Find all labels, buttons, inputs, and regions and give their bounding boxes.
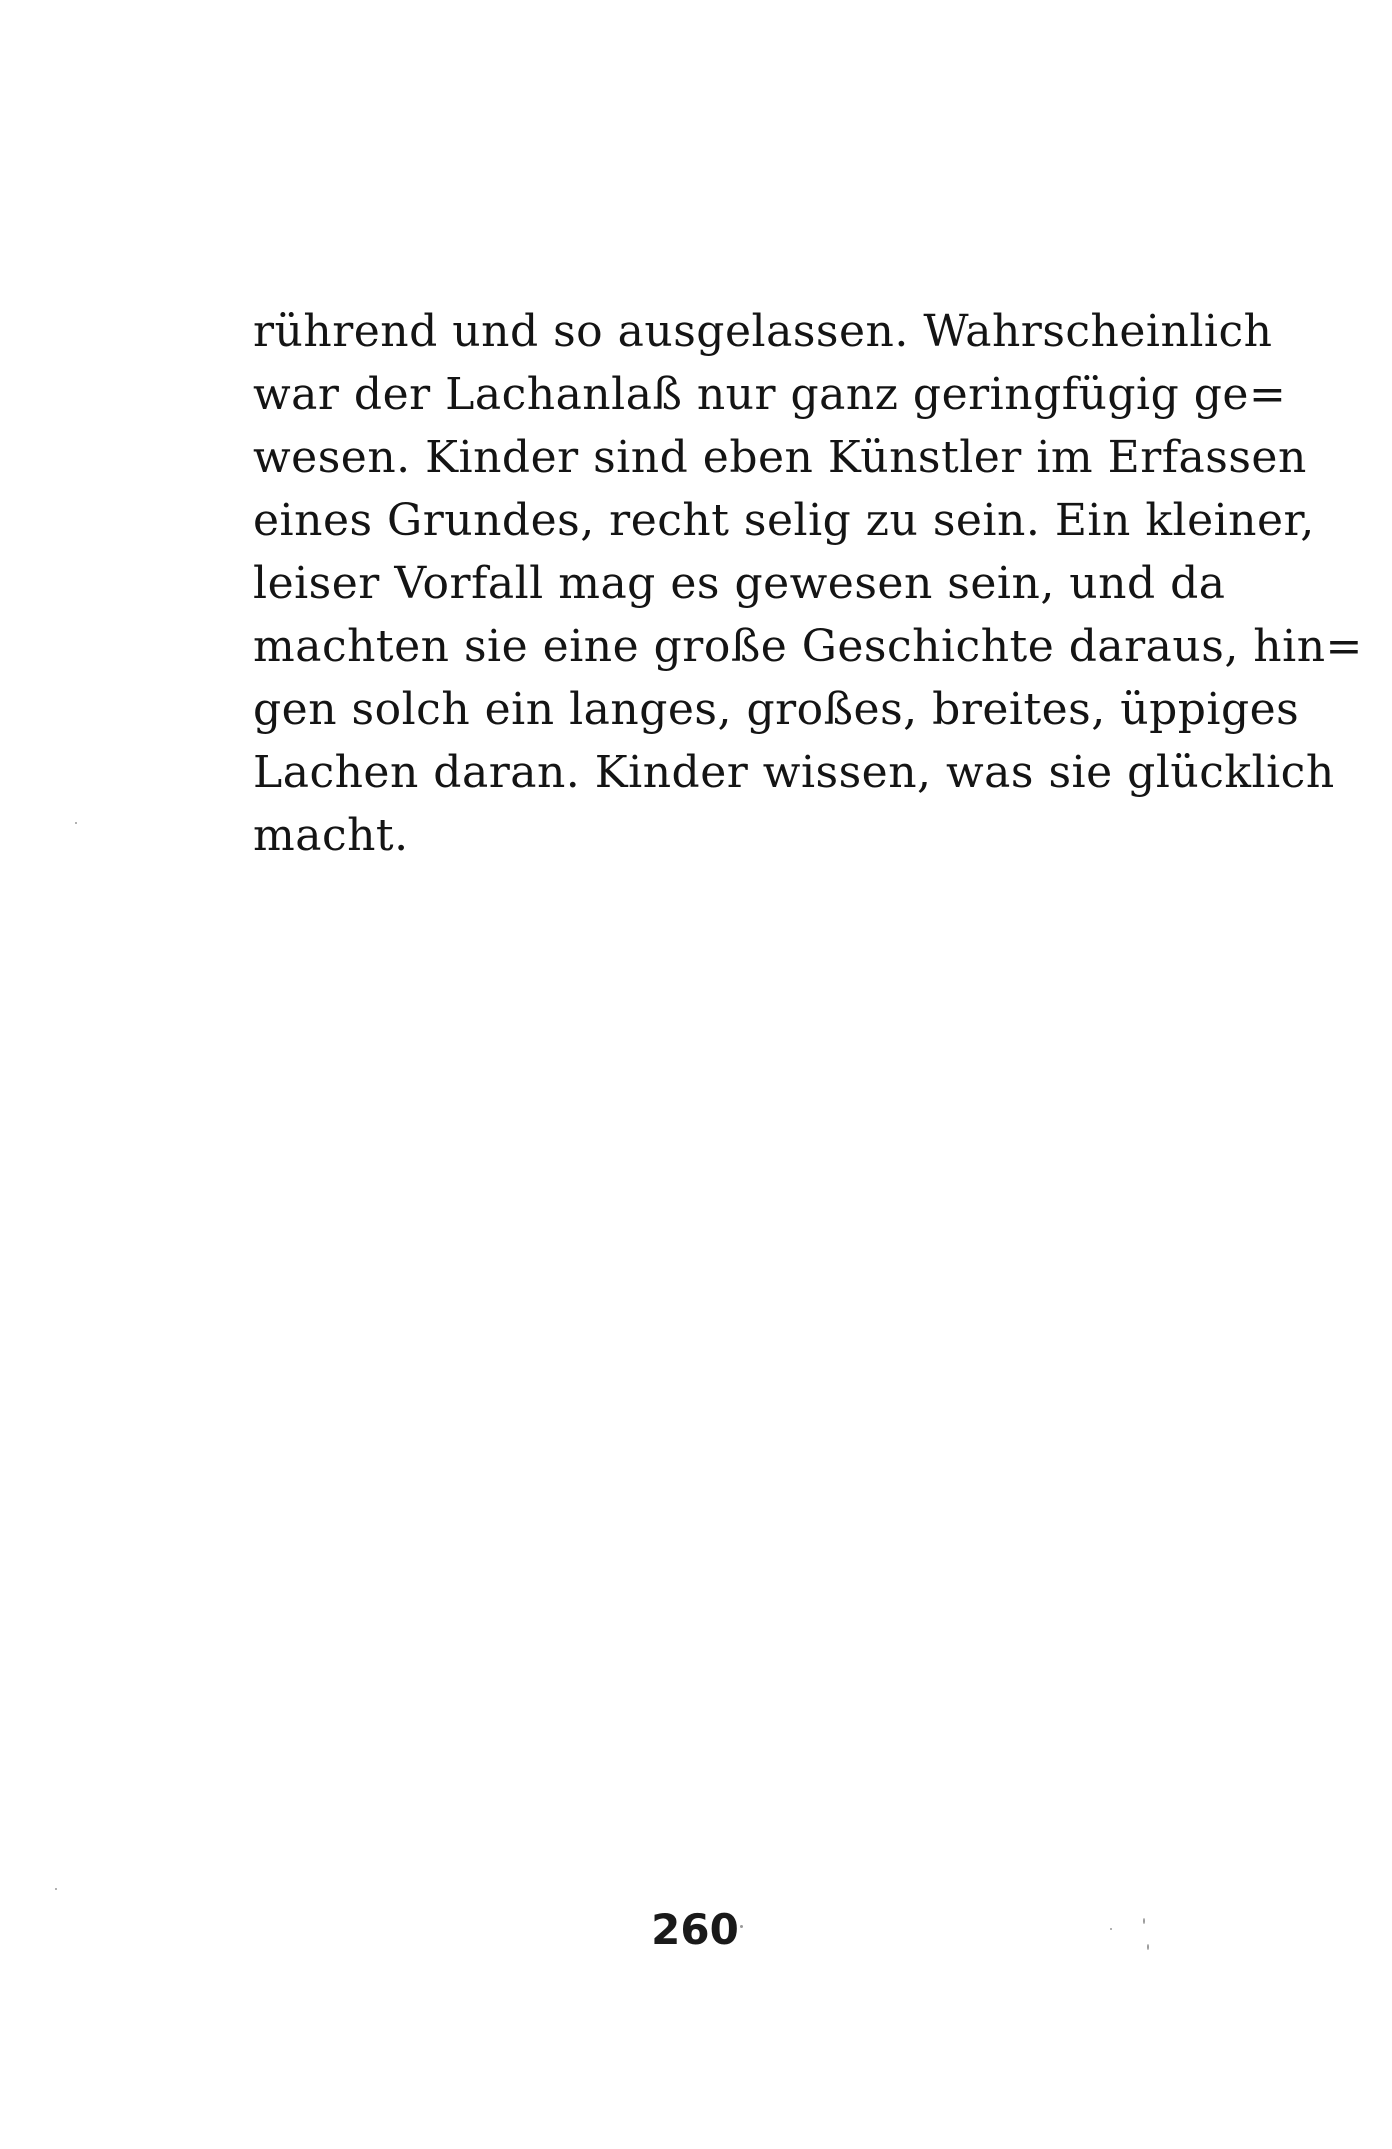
scan-speck (1147, 1944, 1149, 1950)
text-line: macht. (253, 810, 409, 861)
scan-speck (1110, 1928, 1112, 1930)
scan-speck (1143, 1918, 1145, 1924)
body-text (253, 300, 1363, 867)
page-number: 260 (651, 1905, 739, 1954)
scan-speck (55, 1888, 57, 1890)
text-line: machten sie eine große Geschichte daraus, hin= (253, 621, 1363, 672)
text-line: gen solch ein langes, großes, breites, üppiges (253, 684, 1300, 735)
text-line: war der Lachanlaß nur ganz geringfügig ge= (253, 369, 1287, 420)
scan-speck (75, 822, 77, 824)
text-line: wesen. Kinder sind eben Künstler im Erfassen (253, 432, 1307, 483)
text-line: rührend und so ausgelassen. Wahrscheinlich (253, 306, 1273, 357)
scan-speck (740, 1925, 743, 1928)
text-line: eines Grundes, recht selig zu sein. Ein kleiner, (253, 495, 1315, 546)
text-line: Lachen daran. Kinder wissen, was sie glücklich (253, 747, 1335, 798)
text-line: leiser Vorfall mag es gewesen sein, und da (253, 558, 1226, 609)
